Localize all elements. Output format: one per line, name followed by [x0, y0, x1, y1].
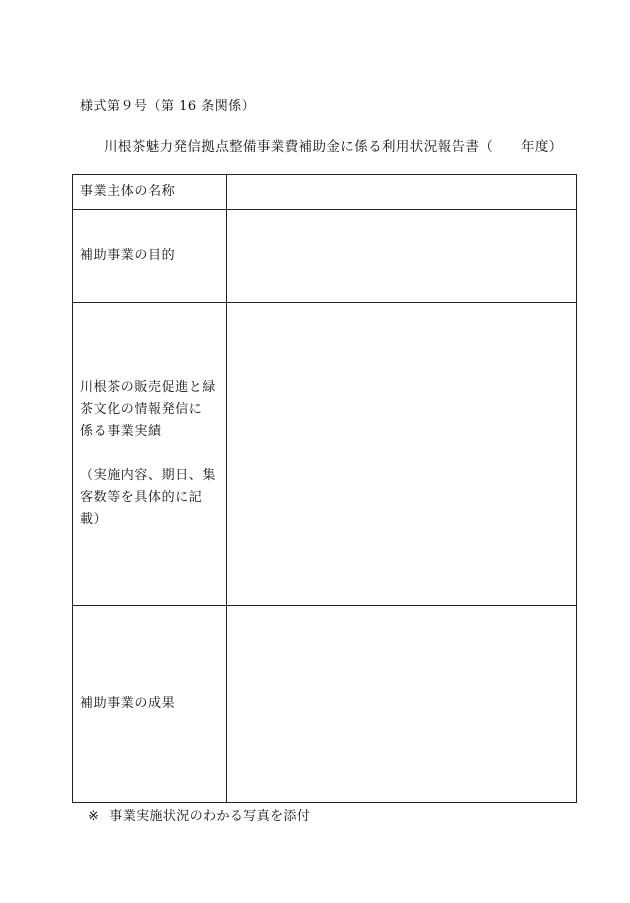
label-results-line-1: 川根茶の販売促進と緑: [80, 380, 217, 395]
document-title: 川根茶魅力発信拠点整備事業費補助金に係る利用状況報告書（ 年度）: [104, 139, 563, 155]
value-entity-name[interactable]: [227, 175, 577, 210]
label-entity-name: 事業主体の名称: [73, 175, 227, 210]
table-row-entity-name: [73, 175, 577, 210]
table-row-results: [73, 303, 577, 606]
label-results: [73, 303, 227, 606]
table-row-purpose: [73, 210, 577, 303]
label-note-line-3: 載）: [80, 512, 108, 527]
footnote: [88, 805, 310, 824]
form-number: 様式第９号（第 16 条関係）: [80, 99, 256, 114]
value-purpose[interactable]: [227, 210, 577, 303]
reference-mark-icon: ※: [88, 809, 100, 824]
label-results-line-2: 茶文化の情報発信に: [80, 402, 203, 417]
value-outcomes[interactable]: [227, 606, 577, 803]
label-spacer: [80, 443, 222, 465]
label-outcomes: 補助事業の成果: [73, 606, 227, 803]
report-table: [72, 174, 577, 803]
value-results[interactable]: [227, 303, 577, 606]
footnote-text: 事業実施状況のわかる写真を添付: [109, 809, 311, 824]
label-results-line-3: 係る事業実績: [80, 424, 162, 439]
table-row-outcomes: [73, 606, 577, 803]
label-purpose: 補助事業の目的: [73, 210, 227, 303]
label-note-line-2: 客数等を具体的に記: [80, 490, 203, 505]
label-note-line-1: （実施内容、期日、集: [80, 468, 217, 483]
